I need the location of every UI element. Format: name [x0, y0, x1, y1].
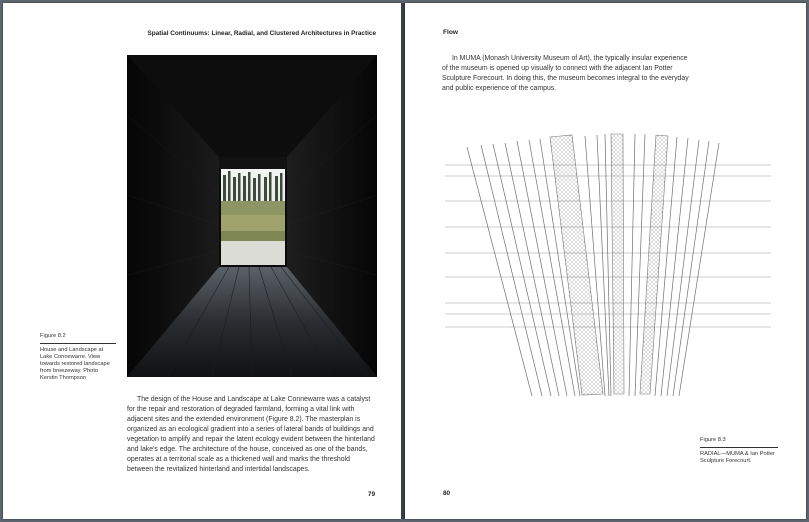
- figure-8-2-caption: [40, 333, 116, 382]
- figure-8-2-photo: [127, 55, 377, 377]
- figure-8-3-caption: [700, 437, 778, 465]
- left-page: [3, 3, 401, 519]
- figure-8-2-caption-text: House and Landscape at Lake Connewarre. View towards restored landscape from breezeway. Photo Kerstin Thompson: [40, 347, 110, 381]
- left-running-head: Spatial Continuums: Linear, Radial, and Clustered Architectures in Practice: [147, 30, 376, 37]
- right-page-number: 80: [443, 490, 451, 497]
- right-page: [405, 3, 806, 519]
- figure-8-3-label: Figure 8.3: [700, 437, 726, 443]
- caption-rule: [700, 447, 778, 448]
- book-spread: [3, 3, 806, 519]
- figure-8-3-radial-diagram: [445, 131, 775, 396]
- right-body-paragraph: In MUMA (Monash University Museum of Art), the typically insular experience of the museum is opened up visually to connect with the adjacent Ian Potter Sculpture Forecourt. In doing this, the museum becomes integral to the everyday and public experience of the campus.: [442, 55, 689, 93]
- left-body-text: [127, 395, 377, 475]
- figure-8-3-caption-text: RADIAL—MUMA & Ian Potter Sculpture Forecourt.: [700, 451, 775, 464]
- left-page-number: 79: [367, 491, 375, 498]
- right-running-head: Flow: [443, 29, 459, 36]
- right-body-text: [442, 54, 692, 94]
- figure-8-2-label: Figure 8.2: [40, 333, 66, 339]
- caption-rule: [40, 343, 116, 344]
- left-body-paragraph: The design of the House and Landscape at Lake Connewarre was a catalyst for the repair and restoration of degraded farmland, forming a vital link with adjacent sites and the extended environment (Figure 8.2). The masterplan is organized as an ecological gradient into a series of lateral bands of buildings and vegetation to amplify and repair the latent ecology evident between the hinterland and lake's edge. The architecture of the house, conceived as one of the bands, operates at a territorial scale as a thickened wall and marks the threshold between the revitalized hinterland and intertidal landscapes.: [127, 396, 375, 474]
